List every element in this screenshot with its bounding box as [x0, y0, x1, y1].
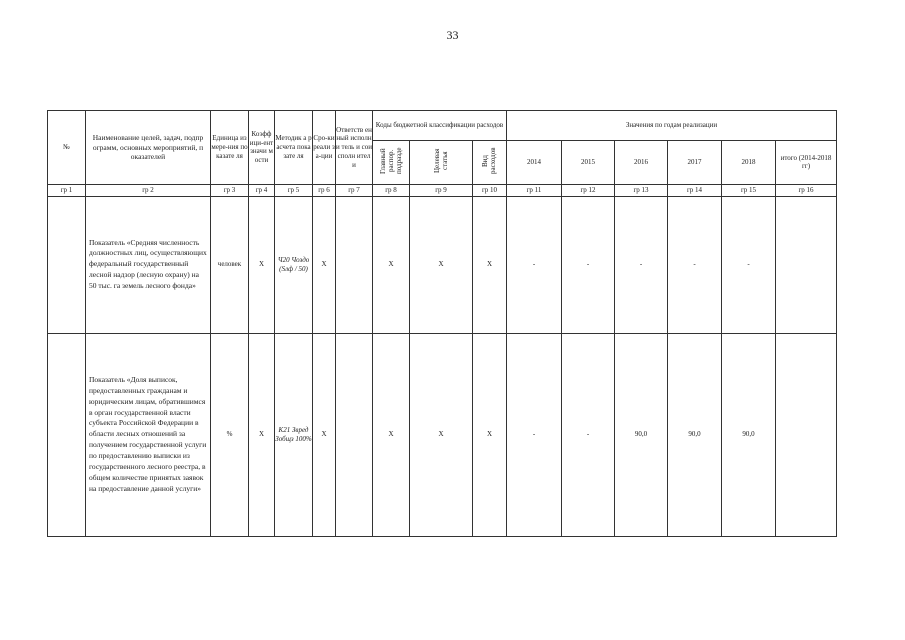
column-number: гр 10 — [473, 184, 507, 196]
column-number: гр 12 — [562, 184, 615, 196]
row-value-2015: - — [562, 333, 615, 536]
row-responsible — [336, 333, 373, 536]
row-main-manager: Х — [373, 333, 410, 536]
header-year-2015: 2015 — [562, 141, 615, 185]
table-row — [48, 333, 837, 536]
row-value-2016: - — [615, 196, 668, 333]
column-number: гр 3 — [211, 184, 249, 196]
header-expense-type: Вид расходов — [473, 141, 507, 185]
row-expense-type: Х — [473, 333, 507, 536]
row-no — [48, 196, 86, 333]
row-coef: Х — [249, 333, 275, 536]
column-number: гр 9 — [410, 184, 473, 196]
header-year-2016: 2016 — [615, 141, 668, 185]
header-values-by-year: Значения по годам реализации — [507, 111, 837, 141]
header-method: Методик а расчета показате ля — [275, 111, 313, 185]
header-target-item: Целевая статья — [410, 141, 473, 185]
header-total: итого (2014-2018 гг) — [776, 141, 837, 185]
page-number: 33 — [446, 28, 459, 42]
row-responsible — [336, 196, 373, 333]
header-responsible: Ответств енный исполни тель и соисполн ители — [336, 111, 373, 185]
row-value-2014: - — [507, 333, 562, 536]
column-number: гр 7 — [336, 184, 373, 196]
row-term: Х — [313, 196, 336, 333]
indicators-table — [47, 110, 837, 537]
row-total — [776, 333, 837, 536]
header-unit: Единица измере-ния показате ля — [211, 111, 249, 185]
column-number: гр 13 — [615, 184, 668, 196]
row-value-2017: - — [668, 196, 722, 333]
row-value-2015: - — [562, 196, 615, 333]
row-main-manager: Х — [373, 196, 410, 333]
column-number: гр 4 — [249, 184, 275, 196]
row-value-2018: - — [722, 196, 776, 333]
row-unit: % — [211, 333, 249, 536]
column-number: гр 2 — [86, 184, 211, 196]
row-method: Ч20 Чоздо (Sлф / 50) — [275, 196, 313, 333]
row-method: К21 Звред Зобщз 100% — [275, 333, 313, 536]
header-budget-codes: Коды бюджетной классификации расходов — [373, 111, 507, 141]
column-number: гр 8 — [373, 184, 410, 196]
row-expense-type: Х — [473, 196, 507, 333]
row-value-2016: 90,0 — [615, 333, 668, 536]
row-target-item: Х — [410, 196, 473, 333]
column-number: гр 11 — [507, 184, 562, 196]
header-no: № — [48, 111, 86, 185]
row-no — [48, 333, 86, 536]
header-coef: Коэфф ици-ент значи мости — [249, 111, 275, 185]
table-row — [48, 196, 837, 333]
row-name: Показатель «Средняя численность должностных лиц, осуществляющих федеральный государственный лесной надзор (лесную охрану) на 50 тыс. га земель лесного фонда» — [86, 196, 211, 333]
row-value-2014: - — [507, 196, 562, 333]
header-name: Наименование целей, задач, подпрограмм, основных мероприятий, показателей — [86, 111, 211, 185]
header-term: Сро-ки реали за-ции — [313, 111, 336, 185]
header-year-2014: 2014 — [507, 141, 562, 185]
header-year-2018: 2018 — [722, 141, 776, 185]
row-value-2018: 90,0 — [722, 333, 776, 536]
row-term: Х — [313, 333, 336, 536]
column-numbers-row — [48, 184, 837, 196]
column-number: гр 15 — [722, 184, 776, 196]
row-unit: человек — [211, 196, 249, 333]
column-number: гр 14 — [668, 184, 722, 196]
row-target-item: Х — [410, 333, 473, 536]
row-coef: Х — [249, 196, 275, 333]
row-name: Показатель «Доля выписок, предоставленных гражданам и юридическим лицам, обратившимся в орган государственной власти субъекта Российской Федерации в области лесных отношений за получением государственной услуги по предоставлению выписки из государственного лесного реестра, в общем количестве принятых заявок на предоставление данной услуги» — [86, 333, 211, 536]
column-number: гр 6 — [313, 184, 336, 196]
column-number: гр 16 — [776, 184, 837, 196]
column-number: гр 1 — [48, 184, 86, 196]
column-number: гр 5 — [275, 184, 313, 196]
header-year-2017: 2017 — [668, 141, 722, 185]
header-main-manager: Главный распор. подразде — [373, 141, 410, 185]
row-total — [776, 196, 837, 333]
row-value-2017: 90,0 — [668, 333, 722, 536]
